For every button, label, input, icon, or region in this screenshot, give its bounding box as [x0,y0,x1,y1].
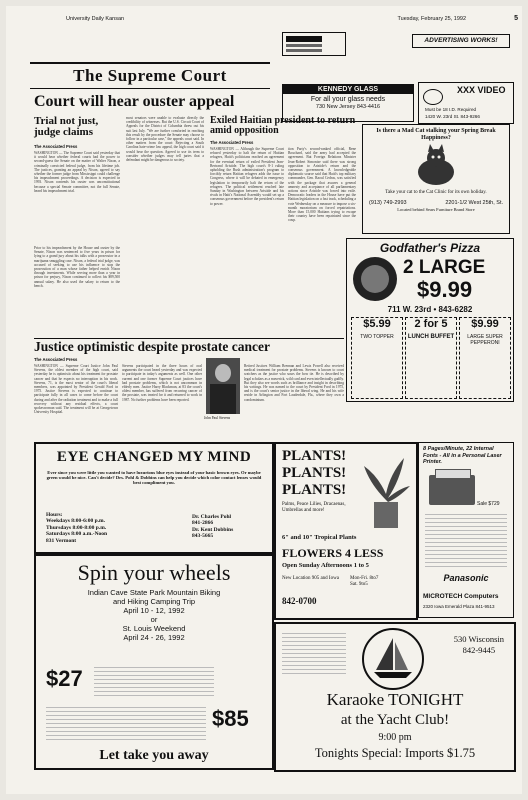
cat-clinic-body: Take your cat to the Cat Clinic for its own holiday. [385,190,487,195]
eye-doctor-2: Dr. Kent Dobbins [192,526,234,533]
plants-hours-saturday: Sat. 9to5 [350,582,368,587]
middle-column-text: most senators were unable to evaluate directly the credibility of witnesses. But the U.S. Circuit Court of Appeals for the District of Columbia threw out his suit last July. "We are further comforted in reaching this result by the procedure the Senate may choose to follow in a particular case," the appeals court said. In other matters from the court: Rejecting a South Carolina hate-crime law appeal, the high court said it would hear the question. Agreed to use its term to consider whether judges may tell juries that a defendant might be dangerous to society. [126,116,204,163]
spin-wheels-ad [34,554,274,770]
plants-hours-weekday: Mon-Fri. 8to7 [350,576,379,581]
haiti-text: WASHINGTON — Although the Supreme Court refused yesterday to halt the return of Haitian refugees, Haiti's politicians reached an agreement for the eventual return of exiled President Jean-Bertrand Aristide. The high court's 8-1 ruling upholding the Bush administration's program to forcibly return Haitian refugees adds the issue to Congress, where it will be debated in emergency legislation to temporarily halt the return of the refugees. The political settlement reached late Sunday in Washington between Aristide and his rivals in Haiti's National Assembly would set up a consensus government before the president's return to power. [210,147,284,206]
spin-title: Spin your wheels [77,560,231,585]
trial-text-cont: Prior to his impeachment by the House and ouster by the Senate, Nixon was sentenced to five years in prison for lying to a grand jury about his talks with a prosecutor in a marijuana smuggling case. Nixon, a federal trial judge, was accused of seeking to use his influence to stop the prosecution of a man whose father helped enrich Nixon through investments. While serving more than a year in prison for perjury, Nixon continued to collect his $89,500 annual salary. He also used the salary to return to the bench. [34,246,120,288]
spin-trip-2: St. Louis Weekend [122,624,186,633]
trial-headline: Trial not just, judge claims [34,115,99,138]
kennedy-glass-sub: For all your glass needs [310,96,386,103]
spin-or: or [150,615,158,624]
justice-text-cont: Stevens participated in the three hours of oral arguments the court heard yesterday and was expected to participate in today's arguments as well. One other current and one former Supreme Court justices have had prostate problems, which is not uncommon in elderly men. Justice Harry Blackmun, at 83 the court's oldest member, has suffered from recurring cancer of the prostate, was treated for it and returned to work in 1987. No further problems have been reported. [122,364,202,402]
plants-tropical: 6" and 10" Tropical Plants [282,534,357,541]
cat-clinic-note: Located behind Sears Furniture Brand Store [397,207,475,212]
eye-hours-thursdays: Thursdays 8:00-8:00 p.m. [46,524,107,531]
spin-footer: Let take you away [99,748,209,763]
xxx-video-title: XXX VIDEO [457,85,506,95]
kennedy-glass-address: 730 New Jersey 843-4416 [315,104,381,110]
panasonic-logo: Panasonic [443,573,489,583]
plants-title: PLANTS! PLANTS! PLANTS! [282,448,347,498]
sailboat-icon [364,630,422,688]
trial-byline: The Associated Press [34,144,78,149]
paper-date: Tuesday, February 25, 1992 [397,16,466,22]
plants-location: New Location 905 and Iowa [282,576,339,581]
potted-plant-icon [360,454,412,532]
cat-icon [406,144,466,188]
godfathers-name: Godfather's Pizza [379,241,481,255]
eye-hours-label: Hours: [46,512,63,518]
godfathers-promo: 2 LARGE [403,257,486,278]
cat-clinic-phone: (913) 749-2993 [369,200,407,206]
spin-trip-1: Indian Cave State Park Mountain Biking [87,588,221,597]
godfathers-address: 711 W. 23rd • 843-6282 [387,305,473,314]
yacht-at: at the Yacht Club! [340,712,450,728]
justice-byline: The Associated Press [34,357,78,362]
coupon-super-pepperoni-text: LARGE SUPER PEPPERONI [467,334,503,346]
printer-price: Sale $729 [477,501,500,507]
eye-ad-title: EYE CHANGED MY MIND [56,449,252,465]
section-rule-top [30,62,270,64]
yacht-phone: 842-9445 [462,645,496,655]
plants-ad [274,442,418,620]
cat-clinic-address: 2201-1/2 West 25th, St. [445,200,503,206]
yacht-address: 530 Wisconsin [453,634,504,644]
section-rule-bottom [30,88,270,89]
eye-hours-weekdays: Weekdays 8:00-6:00 p.m. [46,518,105,525]
spin-details-2 [46,704,206,740]
coupon-two-topper[interactable] [351,317,403,399]
plants-flowers-4-less: FLOWERS 4 LESS [282,546,384,560]
page-number: 5 [514,15,518,22]
newspaper-page [6,6,522,794]
godfathers-price: $9.99 [417,277,473,302]
eye-phone-1: 841-2866 [192,520,214,527]
spin-date-2: April 24 - 26, 1992 [123,633,185,642]
yacht-karaoke: Karaoke TONIGHT [326,690,464,709]
eye-address: 831 Vermont [46,537,77,544]
main-headline: Court will hear ouster appeal [34,93,235,110]
coupon-lunch-buffet-price: 2 for 5 [414,318,448,330]
cat-clinic-headline: Is there a Mad Cat stalking your Spring Break Happiness? [376,128,496,141]
eye-changed-mind-ad [34,442,274,554]
justice-photo [206,358,240,414]
haiti-byline: The Associated Press [210,140,254,145]
advertising-works-ad [412,34,510,48]
justice-text: WASHINGTON — Supreme Court Justice John Paul Stevens, the oldest member of the high court, said yesterday he is optimistic about his treatment for prostate cancer and that he expects no interruption in his work. Stevens, 71, is the most senior of the court's liberal members, was appointed by President Gerald Ford in 1975. Justice Stevens is expected to continue to participate fully in all cases to come before the court during and after the radiation treatment and to make a full recovery without any residual effects, a court spokeswoman said. The treatment will be at Georgetown University Hospital. [34,364,118,415]
cat-clinic-ad [362,124,510,234]
eye-hours-saturdays: Saturdays 8:00 a.m.-Noon [46,531,108,538]
trial-text: WASHINGTON — The Supreme Court said yesterday that it would hear whether federal courts had the power to second-guess the Senate on the matter of Walter Nixon, a criminally convicted federal judge, from his lifetime job. The justices, granting an appeal by Nixon, agreed to say whether the former judge from Mississippi could challenge his impeachment proceedings. A decision is expected in 1993. Nixon contends his ouster was unconstitutional because a special Senate committee, not the full Senate, heard his impeachment trial. [34,151,120,193]
plants-phone: 842-0700 [282,596,317,606]
plants-open-sunday: Open Sunday Afternoons 1 to 5 [282,562,369,569]
paper-name: University Daily Kansan [66,16,125,22]
godfathers-pizza-ad [346,238,514,402]
section-title: The Supreme Court [73,66,227,85]
printer-headline: 8 Pages/Minute, 22 Internal Fonts - All in a Personal Laser Printer. [423,446,502,465]
eye-ad-body: Ever since you were little you wanted to have luxurious blue eyes instead of your basic brown eyes. Or maybe green would be nice. Can't decide? Drs. Pohl & Dobbins can help you decide which color contact lenses would best compliment you. [46,470,262,486]
coupon-super-pepperoni[interactable] [459,317,511,399]
coupon-two-topper-text: TWO TOPPER [360,334,394,340]
coupon-lunch-buffet[interactable] [405,317,457,399]
laser-printer-ad [418,442,514,618]
spin-date-1: April 10 - 12, 1992 [123,606,185,615]
spin-trip-1b: and Hiking Camping Trip [112,597,196,606]
spin-price-stlouis: $85 [212,706,249,731]
justice-text-right: Retired Justices William Brennan and Lewis Powell also received medical treatment for prostate problems. Stevens is known to court watchers as the justice who sours the bow tie. He is described by legal scholars as a maverick, wild card and even intellectually gadfly. But they also see words such as brilliance and insight in describing his writings. He was named to the court by President Ford in 1975, and is the court's senior justice in the liberal wing. He and his wife reside in Arlington and Fort Lauderdale, Fla., where they own a condominium. [244,364,344,402]
yacht-hours [282,630,346,674]
printer-dealer-address: 2320 Iowa Emerald Plaza 841-9513 [423,604,495,609]
advertising-works-text: ADVERTISING WORKS! [424,37,498,44]
printer-icon [429,475,475,505]
photo-caption: John Paul Stevens [204,416,231,420]
yacht-club-logo [362,628,424,690]
printer-dealer: MICROTECH Computers [423,593,499,600]
haiti-text-cont: tion Party's second-ranked official, Rene Bouchard, said the army had accepted the agreement. But Foreign Relations Minister Jean-Robert Simonise said there was strong opposition to Aristide's return and the consensus government. A knowledgeable diplomatic source said that Haiti's top military commander, Gen. Raoul Cedras, was satisfied with the package that assures a general amnesty and acceptance of all parliamentary actions since Aristide was forced into exile. Democratic leaders in the House have put the Haitian legislation on a fast track, scheduling a vote Wednesday on a measure to impose a six-month moratorium on forced repatriations. More than 15,000 Haitians trying to escape their country have been repatriated since the coup. [288,147,356,223]
yacht-special: Tonights Special: Imports $1.75 [314,746,476,760]
eye-phone-2: 843-5665 [192,533,214,540]
small-top-ad [282,32,346,56]
eye-doctor-1: Dr. Charles Pohl [192,514,232,520]
kennedy-glass-name: KENNEDY GLASS [283,85,413,94]
spin-details-1 [94,664,214,698]
printer-specs [425,511,507,567]
xxx-video-ad [418,82,514,124]
yacht-club-ad [274,622,516,772]
xxx-video-address: 1420 W. 23rd St. 843-9266 [425,114,480,119]
plants-subtitle: Palms, Peace Lilies, Dracaenas, Umbrellas and more! [282,502,346,513]
coupon-super-pepperoni-price: $9.99 [471,318,499,330]
page-header [66,16,466,22]
pizza-icon [353,257,397,301]
spin-price-camping: $27 [46,666,83,691]
yacht-time: 9:00 pm [378,732,412,743]
coupon-lunch-buffet-text: LUNCH BUFFET [407,334,455,340]
coupon-two-topper-price: $5.99 [363,318,391,330]
haiti-headline: Exiled Haitian president to return amid opposition [210,115,356,136]
justice-headline: Justice optimistic despite prostate cancer [34,339,270,354]
xxx-video-sub: Must be 18 I.D. Required [425,107,477,112]
video-logo-icon [423,89,443,105]
